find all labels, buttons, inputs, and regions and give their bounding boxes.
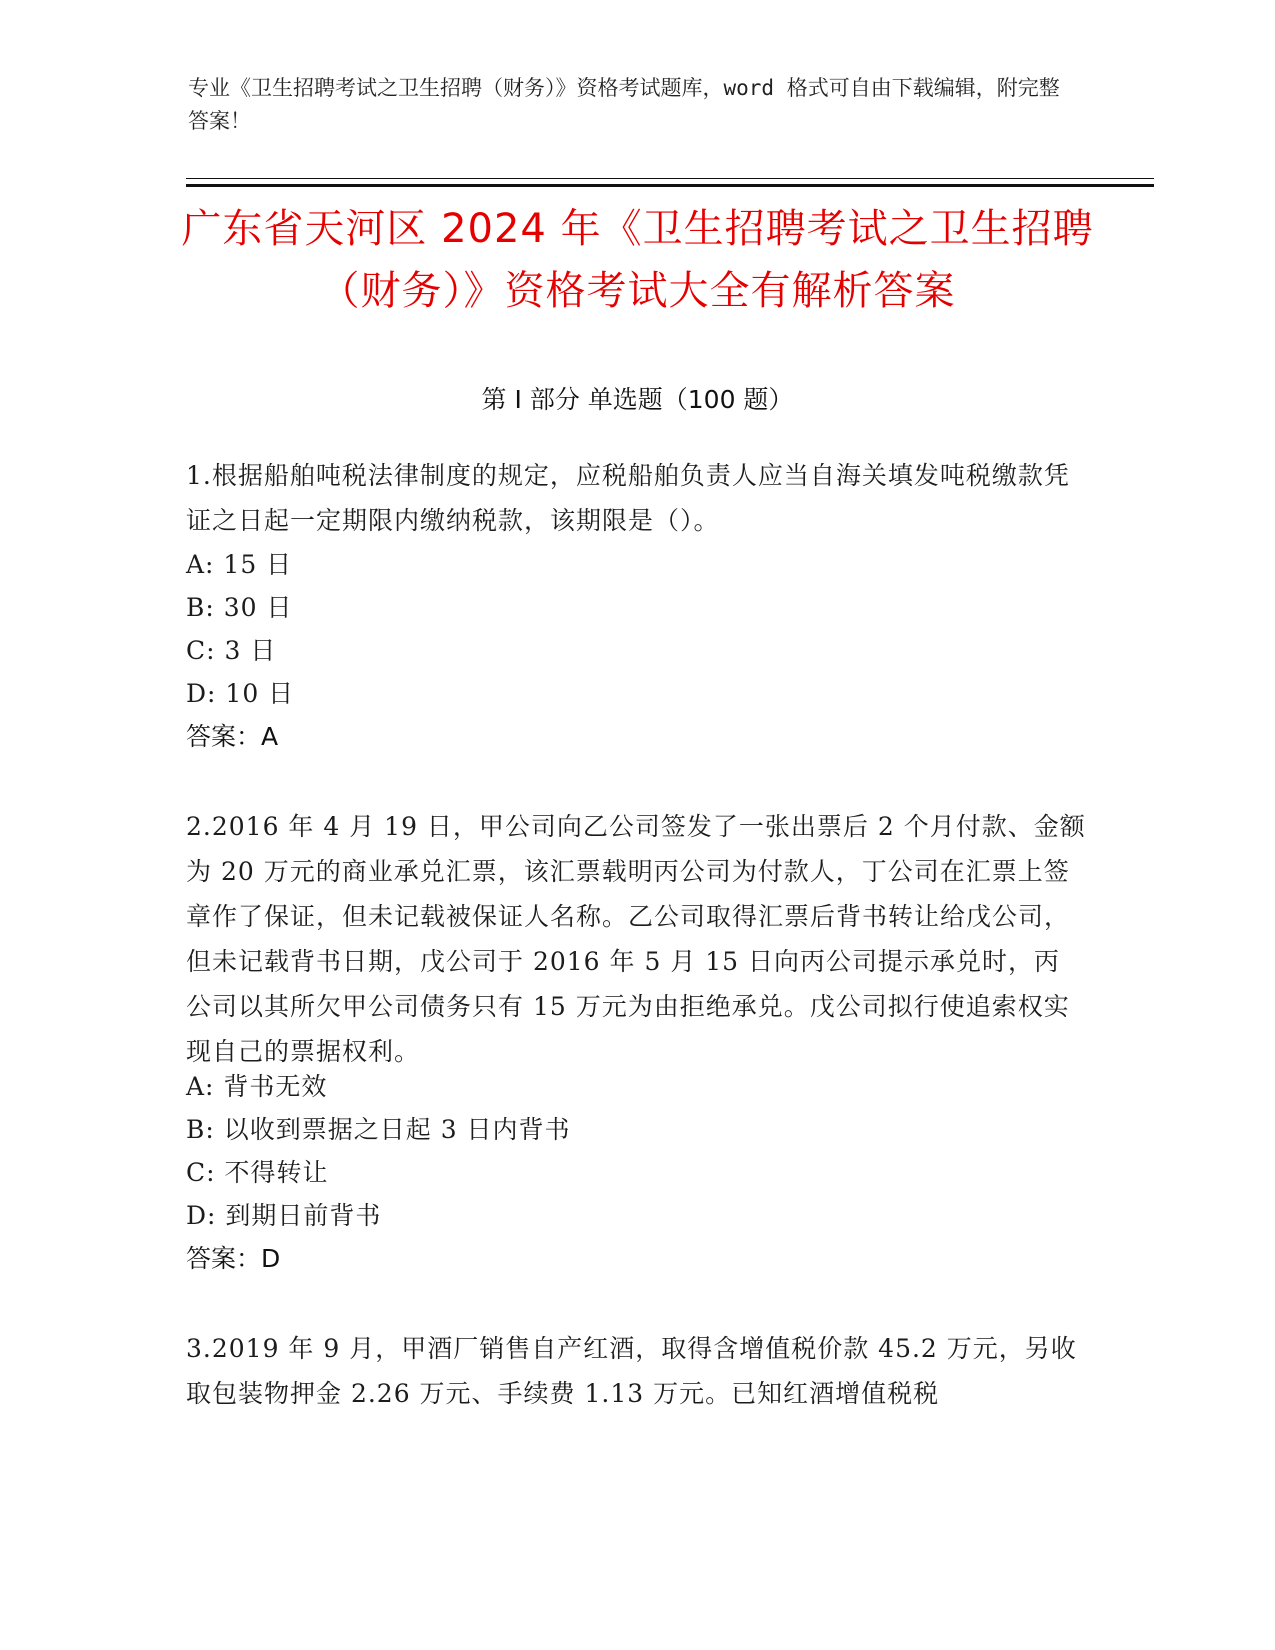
question-2-option-c: C: 不得转让 [186,1158,329,1187]
question-1-answer: 答案：A [186,722,279,751]
question-2-text: 2.2016 年 4 月 19 日，甲公司向乙公司签发了一张出票后 2 个月付款、金额为 20 万元的商业承兑汇票，该汇票载明丙公司为付款人，丁公司在汇票上签章作了保证，但未记载被保证人名称。乙公司取得汇票后背书转让给戊公司，但未记载背书日期，戊公司于 2016 年 5 月 15 日向丙公司提示承兑时，丙公司以其所欠甲公司债务只有 15 万元为由拒绝承兑。戊公司拟行使追索权实现自己的票据权利。 [186,812,1086,1066]
header-note: 专业《卫生招聘考试之卫生招聘（财务）》资格考试题库，word 格式可自由下载编辑，附完整答案！ [188,76,1060,133]
header-divider-thick [186,184,1154,187]
question-3-text: 3.2019 年 9 月，甲酒厂销售自产红酒，取得含增值税价款 45.2 万元，另收取包装物押金 2.26 万元、手续费 1.13 万元。已知红酒增值税税 [186,1334,1077,1408]
document-title: 广东省天河区 2024 年《卫生招聘考试之卫生招聘（财务）》资格考试大全有解析答案 [181,206,1094,314]
question-2-option-d: D: 到期日前背书 [186,1201,382,1230]
question-1-option-b: B: 30 日 [186,593,293,622]
question-1-option-a: A: 15 日 [186,550,293,579]
question-2-option-a: A: 背书无效 [186,1072,328,1101]
question-1-option-c: C: 3 日 [186,636,277,665]
section-heading: 第 I 部分 单选题（100 题） [481,385,794,414]
question-1-text: 1.根据船舶吨税法律制度的规定，应税船舶负责人应当自海关填发吨税缴款凭证之日起一定期限内缴纳税款，该期限是（）。 [186,461,1070,535]
question-1-option-d: D: 10 日 [186,679,295,708]
question-2-answer: 答案：D [186,1244,281,1273]
header-divider-thin [186,178,1154,179]
question-2-option-b: B: 以收到票据之日起 3 日内背书 [186,1115,571,1144]
